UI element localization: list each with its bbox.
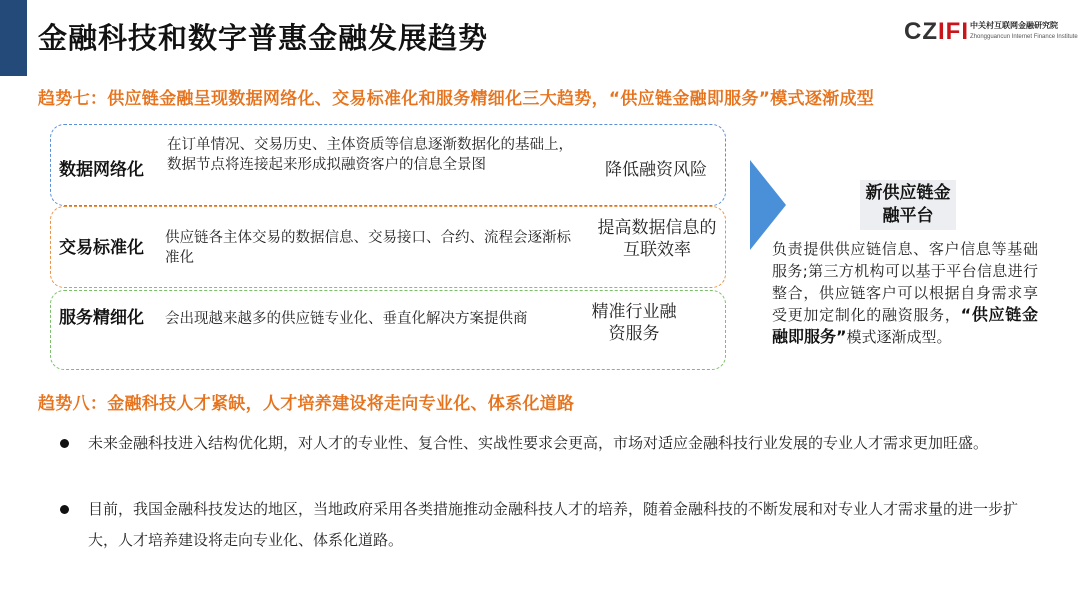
- trend8-heading: 趋势八：金融科技人才紧缺，人才培养建设将走向专业化、体系化道路: [38, 394, 575, 414]
- platform-title: 新供应链金融平台: [860, 180, 956, 230]
- trend-box-description: 在订单情况、交易历史、主体资质等信息逐渐数据化的基础上，数据节点将连接起来形成拟融资客户的信息全景图: [167, 137, 573, 173]
- list-item: [60, 494, 1035, 556]
- bullet-icon: [60, 439, 69, 448]
- logo-mark: CZIFI: [904, 18, 969, 45]
- trend-box-service-refinement: [50, 290, 726, 370]
- logo-chinese-name: 中关村互联网金融研究院: [970, 21, 1058, 30]
- trend-box-effect: 降低融资风险: [605, 160, 707, 180]
- trend-box-description: 会出现越来越多的供应链专业化、垂直化解决方案提供商: [165, 311, 528, 327]
- bullet-text: 目前，我国金融科技发达的地区，当地政府采用各类措施推动金融科技人才的培养，随着金融科技的不断发展和对专业人才需求量的进一步扩大，人才培养建设将走向专业化、体系化道路。: [88, 500, 1019, 549]
- platform-description: 负责提供供应链信息、客户信息等基础服务;第三方机构可以基于平台信息进行整合，供应链客户可以根据自身需求享受更加定制化的融资服务，“供应链金融即服务”模式逐渐成型。: [772, 240, 1038, 346]
- page-title: 金融科技和数字普惠金融发展趋势: [38, 21, 489, 55]
- trend7-heading: 趋势七：供应链金融呈现数据网络化、交易标准化和服务精细化三大趋势，“供应链金融即服务”模式逐渐成型: [38, 89, 875, 109]
- logo-english-name: Zhongguancun Internet Finance Institute: [970, 34, 1078, 40]
- trend-box-effect: 提高数据信息的互联效率: [597, 218, 717, 260]
- chevron-right-icon: [750, 160, 786, 250]
- trend-box-description: 供应链各主体交易的数据信息、交易接口、合约、流程会逐渐标准化: [165, 230, 571, 266]
- bullet-icon: [60, 505, 69, 514]
- title-accent-bar: [0, 0, 27, 76]
- trend-box-label: 数据网络化: [59, 160, 144, 180]
- trend-box-data-networking: [50, 124, 726, 206]
- czifi-logo: [904, 18, 1078, 50]
- trend-box-label: 交易标准化: [59, 238, 144, 258]
- trend-box-effect: 精准行业融资服务: [591, 302, 677, 344]
- platform-description-emphasis: “供应链金融即服务”: [772, 305, 1038, 346]
- trend-box-label: 服务精细化: [59, 308, 144, 328]
- trend-box-transaction-standardization: [50, 206, 726, 288]
- bullet-text: 未来金融科技进入结构优化期，对人才的专业性、复合性、实战性要求会更高，市场对适应金融科技行业发展的专业人才需求更加旺盛。: [88, 434, 989, 452]
- list-item: [60, 428, 1035, 459]
